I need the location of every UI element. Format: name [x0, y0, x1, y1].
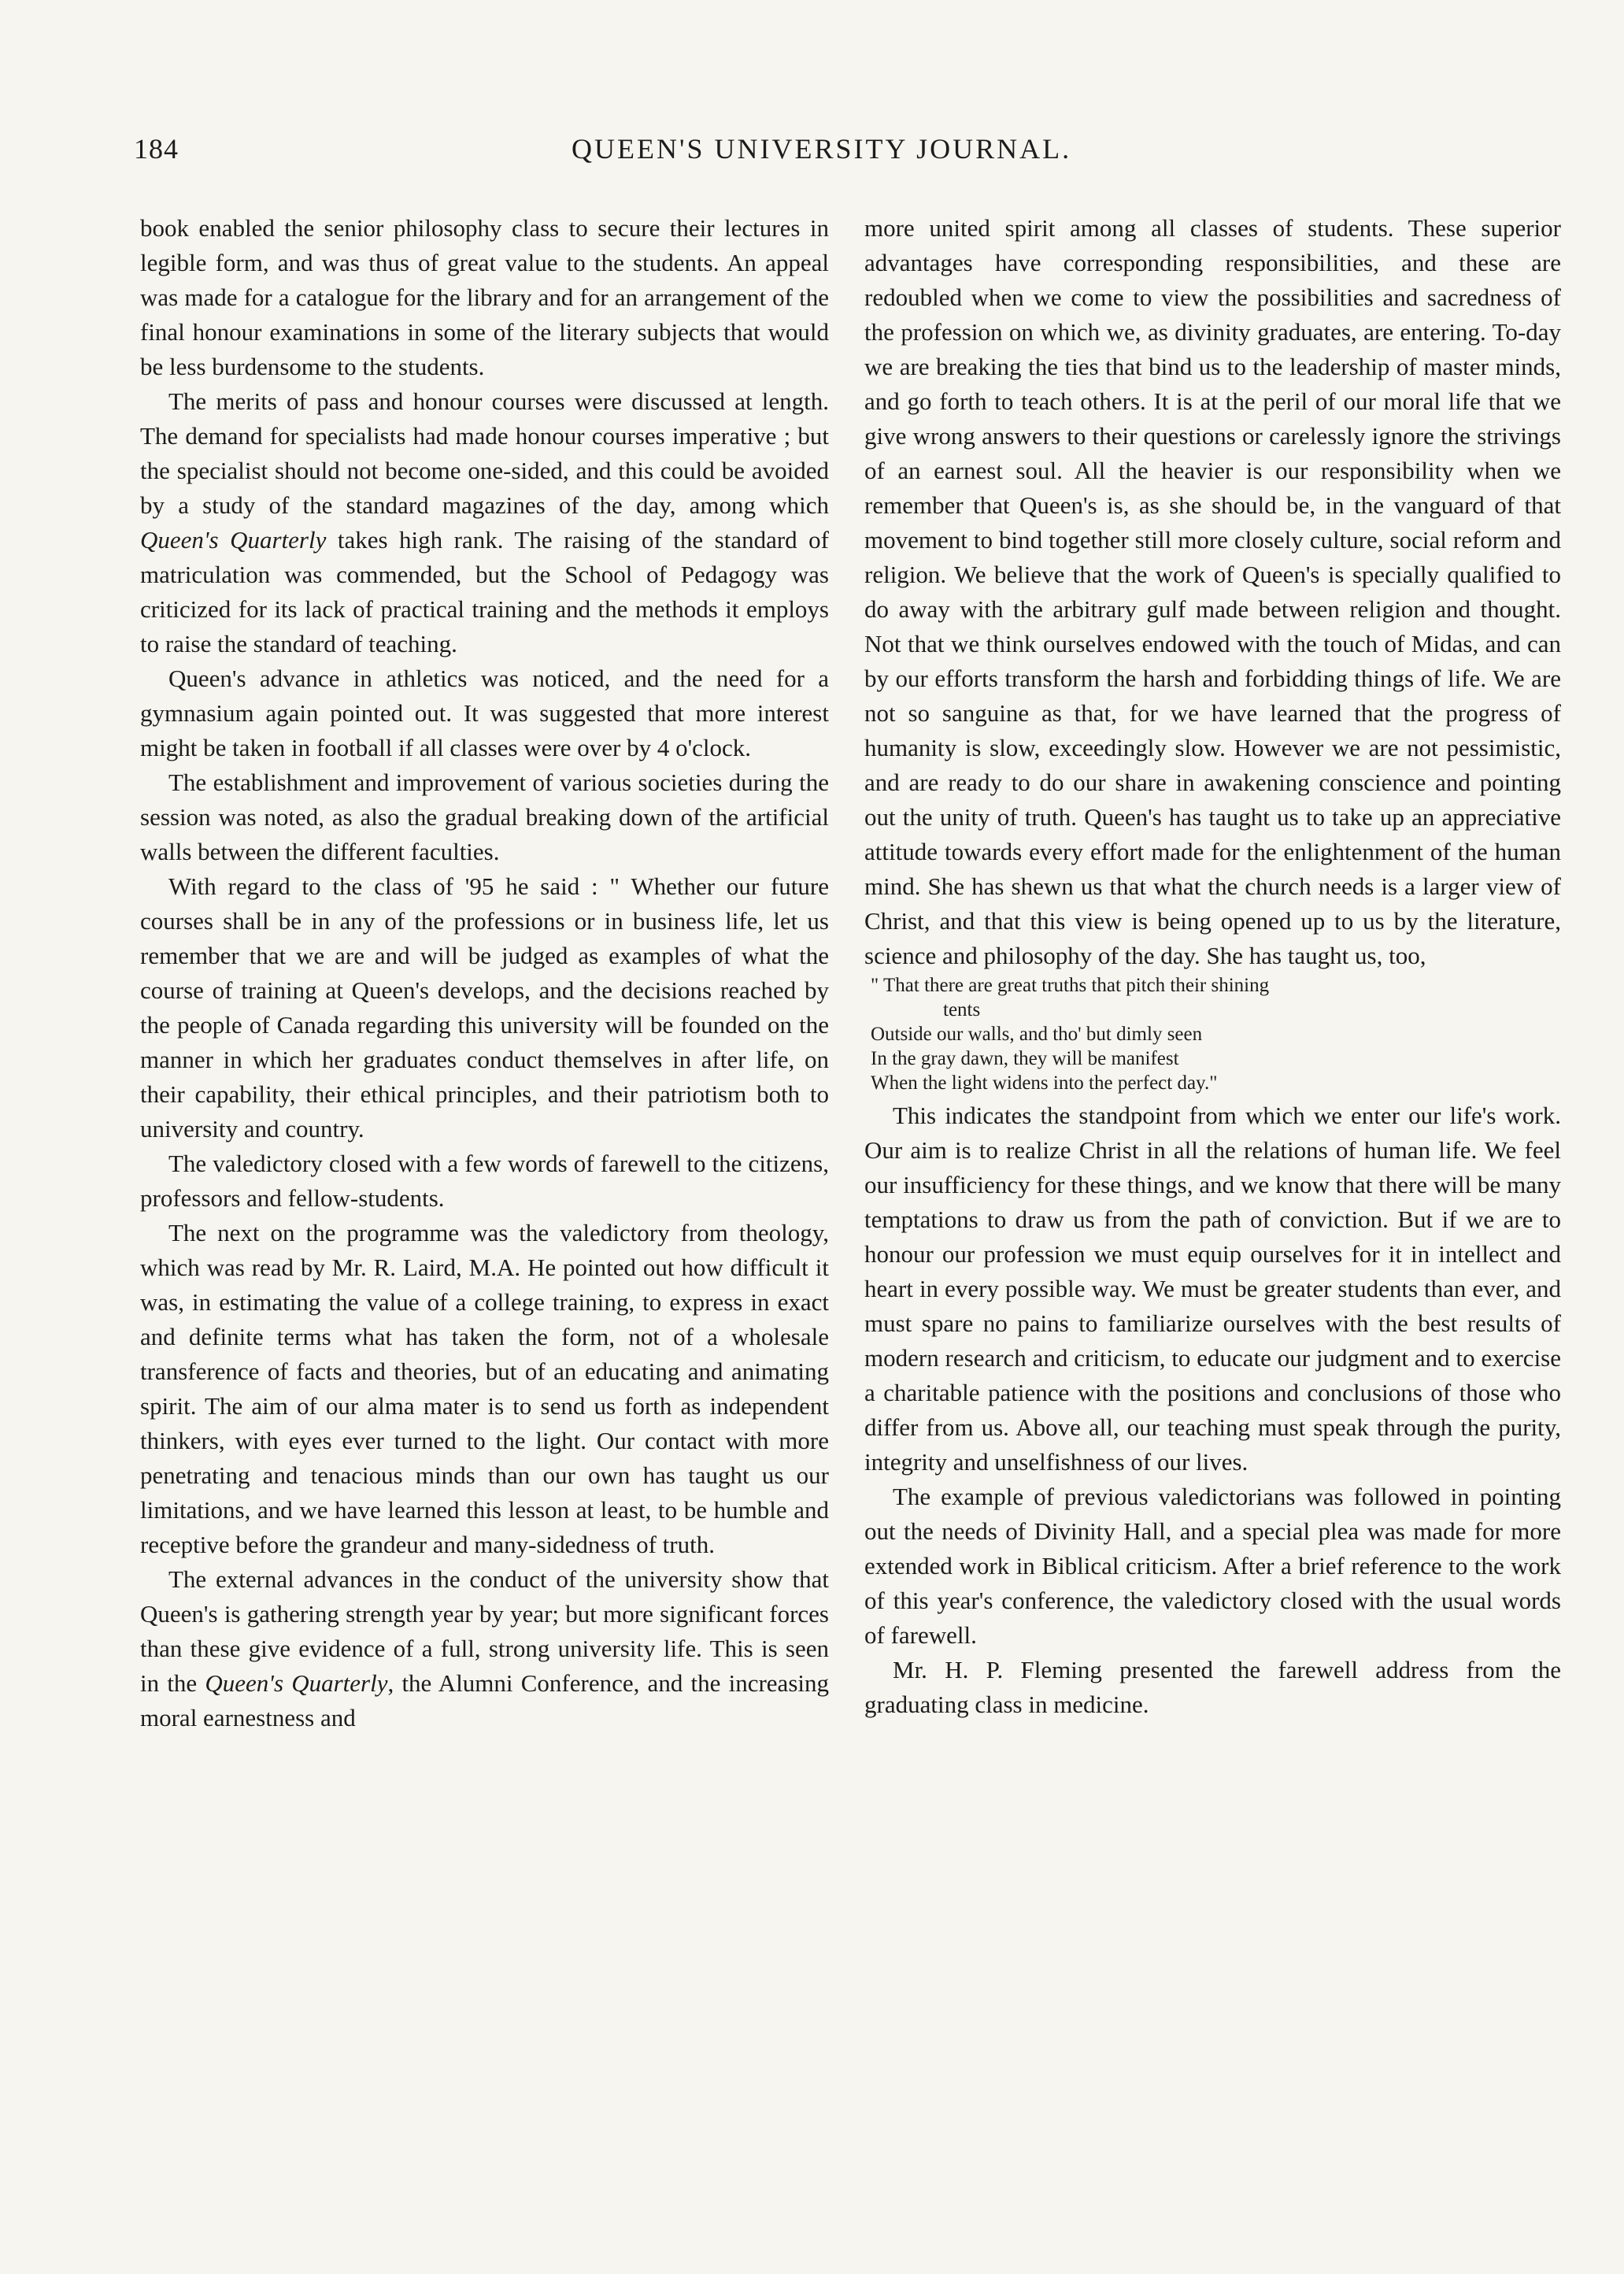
- poem-line: " That there are great truths that pitch their shining: [871, 975, 1270, 996]
- paragraph: more united spirit among all classes of students. These superior advantages have corresponding responsibilities, and these are redoubled when we come to view the possibilities and sacredness of the profession on which we, as divinity graduates, are entering. To-day we are breaking the ties that bind us to the leadership of master minds, and go forth to teach others. It is at the peril of our moral life that we give wrong answers to their questions or carelessly ignore the strivings of an earnest soul. All the heavier is our responsibility when we remember that Queen's is, as she should be, in the vanguard of that movement to bind together still more closely culture, social reform and religion. We believe that the work of Queen's is specially qualified to do away with the arbitrary gulf made between religion and thought. Not that we think ourselves endowed with the touch of Midas, and can by our efforts transform the harsh and forbidding things of life. We are not so sanguine as that, for we have learned that the progress of humanity is slow, exceedingly slow. However we are not pessimistic, and are ready to do our share in awakening conscience and pointing out the unity of truth. Queen's has taught us to take up an appreciative attitude towards every effort made for the enlightenment of the human mind. She has shewn us that what the church needs is a larger view of Christ, and that this view is being opened up to us by the literature, science and philosophy of the day. She has taught us, too,: [864, 214, 1561, 969]
- paragraph: Queen's advance in athletics was noticed, and the need for a gymnasium again pointed out. It was suggested that more interest might be taken in football if all classes were over by 4 o'clock.: [140, 665, 829, 761]
- poem-line: When the light widens into the perfect day.": [871, 1072, 1218, 1094]
- paragraph: The valedictory closed with a few words of farewell to the citizens, professors and fellow-students.: [140, 1150, 829, 1212]
- poem-line: In the gray dawn, they will be manifest: [871, 1048, 1179, 1069]
- page-header: [134, 132, 1567, 180]
- page-number: 184: [134, 133, 179, 165]
- paragraph-text: , the Alumni Conference, and the increasing moral earnestness and: [140, 1669, 829, 1731]
- paragraph-text: The external advances in the conduct of the university show that Queen's is gathering strength year by year; but more significant forces than these give evidence of a full, strong university life. This is seen in the: [140, 1565, 829, 1697]
- magazine-title: Queen's Quarterly: [205, 1669, 388, 1697]
- left-column: [140, 211, 829, 1735]
- paragraph: With regard to the class of '95 he said : " Whether our future courses shall be in any of the professions or in business life, let us remember that we are and will be judged as examples of what the course of training at Queen's develops, and the decisions reached by the people of Canada regarding this university will be founded on the manner in which her graduates conduct themselves in after life, on their capability, their ethical principles, and their patriotism both to university and country.: [140, 872, 829, 1143]
- paragraph: This indicates the standpoint from which we enter our life's work. Our aim is to realize Christ in all the relations of human life. We feel our insufficiency for these things, and we know that there will be many temptations to draw us from the path of conviction. But if we are to honour our profession we must equip ourselves for it in intellect and heart in every possible way. We must be greater students than ever, and must spare no pains to familiarize ourselves with the best results of modern research and criticism, to educate our judgment and to exercise a charitable patience with the positions and conclusions of those who differ from us. Above all, our teaching must speak through the purity, integrity and unselfishness of our lives.: [864, 1102, 1561, 1476]
- paragraph: The example of previous valedictorians was followed in pointing out the needs of Divinity Hall, and a special plea was made for more extended work in Biblical criticism. After a brief reference to the work of this year's conference, the valedictory closed with the usual words of farewell.: [864, 1483, 1561, 1649]
- poem-quote: [871, 973, 1561, 1095]
- magazine-title: Queen's Quarterly: [140, 526, 327, 554]
- paragraph: Mr. H. P. Fleming presented the farewell address from the graduating class in medicine.: [864, 1656, 1561, 1718]
- paragraph-text: The merits of pass and honour courses were discussed at length. The demand for specialists had made honour courses imperative ; but the specialist should not become one-sided, and this could be avoided by a study of the standard magazines of the day, among which: [140, 387, 829, 519]
- paragraph: [140, 1562, 829, 1735]
- right-column: [864, 211, 1561, 1722]
- poem-line: tents: [943, 999, 981, 1020]
- paragraph-text: takes high rank. The raising of the standard of matriculation was commended, but the School of Pedagogy was criticized for its lack of practical training and the methods it employs to raise the standard of teaching.: [140, 526, 830, 657]
- paragraph: The establishment and improvement of various societies during the session was noted, as also the gradual breaking down of the artificial walls between the different faculties.: [140, 768, 829, 865]
- poem-line: Outside our walls, and tho' but dimly seen: [871, 1024, 1203, 1045]
- paragraph: [140, 384, 829, 661]
- running-title: QUEEN'S UNIVERSITY JOURNAL.: [572, 133, 1072, 165]
- paragraph: The next on the programme was the valedictory from theology, which was read by Mr. R. Laird, M.A. He pointed out how difficult it was, in estimating the value of a college training, to express in exact and definite terms what has taken the form, not of a wholesale transference of facts and theories, but of an educating and animating spirit. The aim of our alma mater is to send us forth as independent thinkers, with eyes ever turned to the light. Our contact with more penetrating and tenacious minds than our own has taught us our limitations, and we have learned this lesson at least, to be humble and receptive before the grandeur and many-sidedness of truth.: [140, 1219, 829, 1558]
- paragraph: book enabled the senior philosophy class to secure their lectures in legible form, and was thus of great value to the students. An appeal was made for a catalogue for the library and for an arrangement of the final honour examinations in some of the literary subjects that would be less burdensome to the students.: [140, 214, 829, 380]
